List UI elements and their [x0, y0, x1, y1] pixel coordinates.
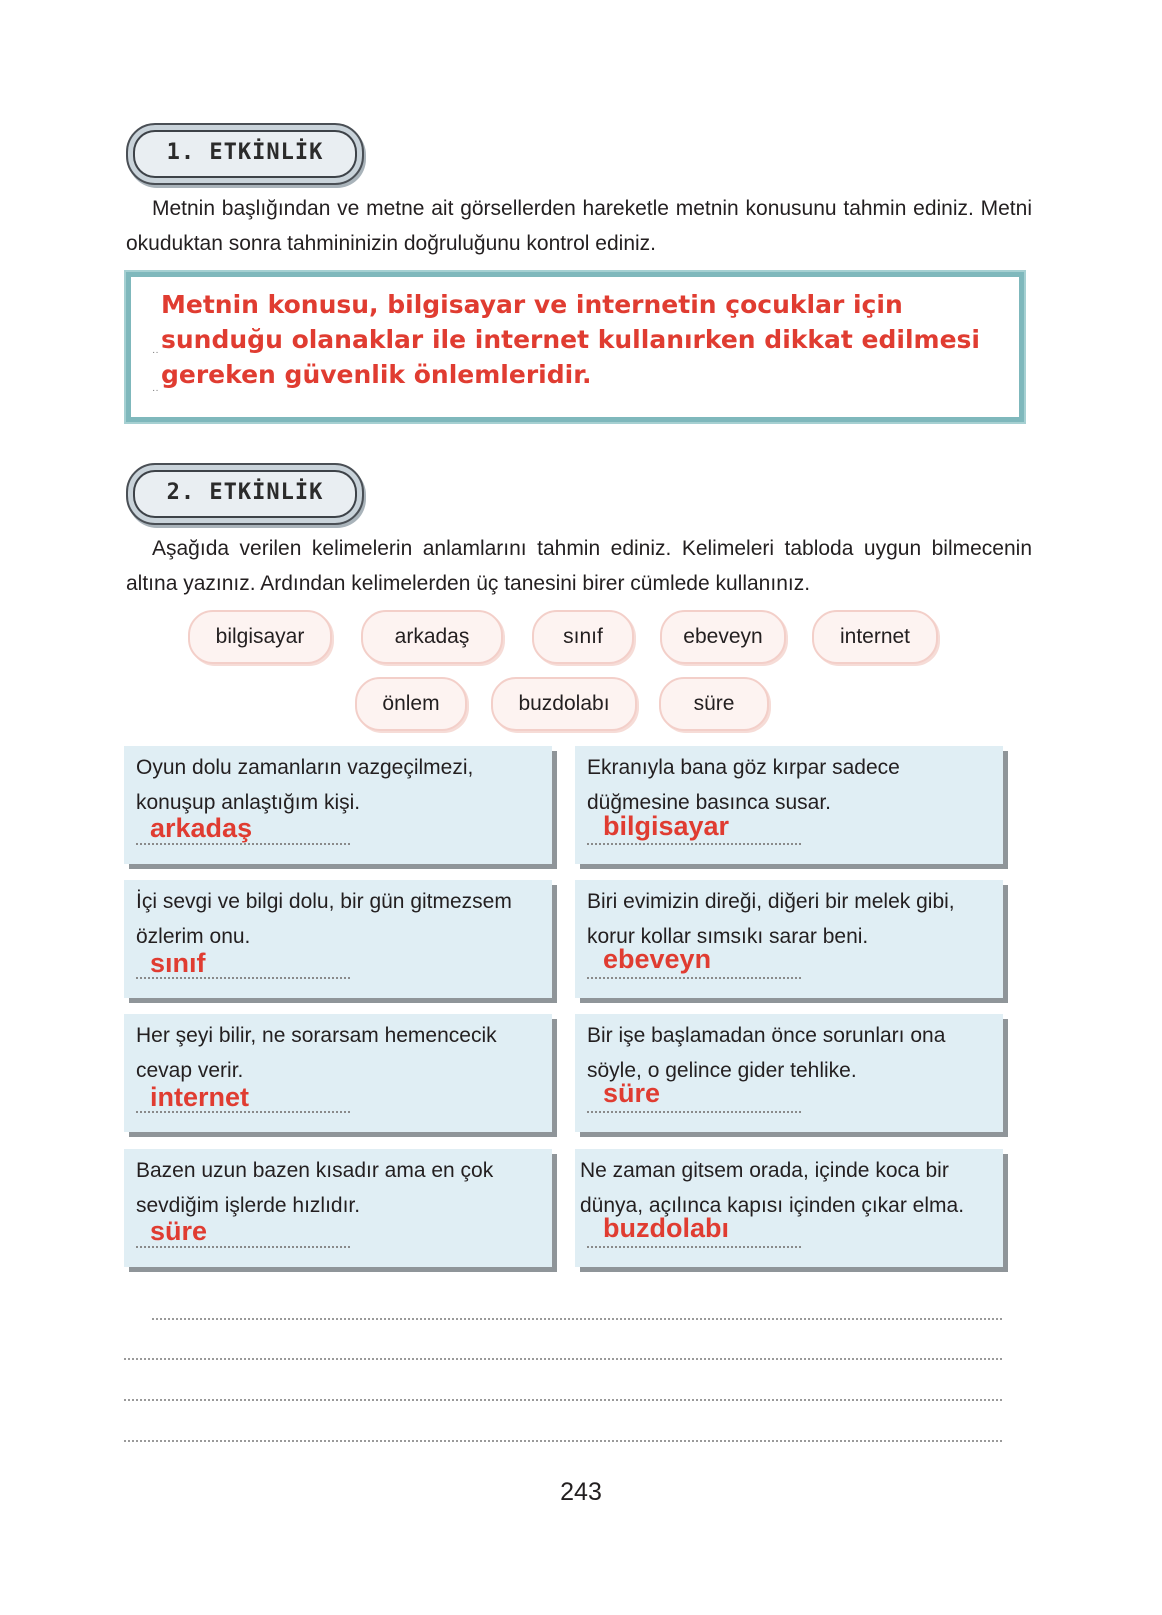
answer-line: [587, 843, 801, 845]
riddle-answer: buzdolabı: [603, 1213, 729, 1243]
answer-line: [587, 1246, 801, 1248]
activity-2-instruction-text: Aşağıda verilen kelimelerin anlamlarını tahmin ediniz. Kelimeleri tabloda uygun bilmecenin altına yazınız. Ardından kelimelerden üç tanesini birer cümlede kullanınız.: [126, 537, 1032, 595]
activity-1-instruction: [126, 191, 1032, 261]
word-chip-ebeveyn: ebeveyn: [660, 610, 786, 664]
activity-2-heading-label: 2. ETKİNLİK: [166, 480, 324, 505]
answer-line: [587, 977, 801, 979]
writing-line[interactable]: [124, 1399, 1002, 1401]
dot-mark: ··: [152, 385, 159, 396]
riddle-card: [575, 746, 1003, 864]
word-chip-buzdolabi: buzdolabı: [491, 677, 637, 731]
riddle-text: İçi sevgi ve bilgi dolu, bir gün gitmezsem özlerim onu.: [136, 890, 512, 948]
riddle-text: Bir işe başlamadan önce sorunları ona söyle, o gelince gider tehlike.: [587, 1024, 946, 1082]
riddle-card: [124, 1014, 552, 1132]
riddle-answer: sınıf: [150, 948, 206, 978]
riddle-text: Ne zaman gitsem orada, içinde koca bir dünya, açılınca kapısı içinden çıkar elma.: [580, 1159, 965, 1217]
riddle-answer: süre: [603, 1078, 661, 1108]
answer-line: [587, 1111, 801, 1113]
riddle-card: [124, 1149, 552, 1267]
dot-mark: ··: [152, 347, 159, 358]
riddle-card: [124, 880, 552, 998]
activity-1-answer: Metnin konusu, bilgisayar ve internetin çocuklar için sunduğu olanaklar ile internet kullanırken dikkat edilmesi gereken güvenlik önlemleridir.: [161, 290, 980, 389]
riddle-answer: ebeveyn: [603, 944, 712, 974]
writing-line[interactable]: [124, 1440, 1002, 1442]
word-chip-onlem: önlem: [355, 677, 467, 731]
word-chip-bilgisayar: bilgisayar: [188, 610, 332, 664]
writing-line[interactable]: [124, 1358, 1002, 1360]
riddle-text: Bazen uzun bazen kısadır ama en çok sevdiğim işlerde hızlıdır.: [136, 1159, 494, 1217]
word-chip-arkadas: arkadaş: [361, 610, 503, 664]
riddle-card: [575, 1014, 1003, 1132]
riddle-text: Ekranıyla bana göz kırpar sadece düğmesine basınca susar.: [587, 756, 900, 814]
answer-line: [136, 977, 350, 979]
activity-1-answer-box: [126, 272, 1024, 422]
riddle-answer: arkadaş: [150, 813, 253, 843]
riddle-text: Biri evimizin direği, diğeri bir melek gibi, korur kollar sımsıkı sarar beni.: [587, 890, 955, 948]
riddle-card: [575, 880, 1003, 998]
activity-2-instruction: [126, 531, 1032, 601]
word-chip-internet: internet: [812, 610, 938, 664]
answer-line: [136, 1246, 350, 1248]
riddle-text: Her şeyi bilir, ne sorarsam hemencecik cevap verir.: [136, 1024, 497, 1082]
word-chip-sinif: sınıf: [532, 610, 634, 664]
answer-line: [136, 843, 350, 845]
riddle-answer: internet: [150, 1082, 250, 1112]
activity-1-instruction-text: Metnin başlığından ve metne ait görsellerden hareketle metnin konusunu tahmin ediniz. Metni okuduktan sonra tahmininizin doğruluğunu kontrol ediniz.: [126, 197, 1032, 255]
activity-1-heading-label: 1. ETKİNLİK: [166, 140, 324, 165]
activity-2-heading: [126, 463, 364, 525]
riddle-card: [124, 746, 552, 864]
riddle-text: Oyun dolu zamanların vazgeçilmezi, konuşup anlaştığım kişi.: [136, 756, 474, 814]
writing-line[interactable]: [152, 1318, 1002, 1320]
word-chip-sure: süre: [659, 677, 769, 731]
answer-line: [136, 1111, 350, 1113]
page-number: 243: [560, 1478, 602, 1506]
riddle-answer: bilgisayar: [603, 811, 730, 841]
riddle-answer: süre: [150, 1216, 208, 1246]
riddle-card: [575, 1149, 1003, 1267]
activity-1-heading: [126, 123, 364, 185]
